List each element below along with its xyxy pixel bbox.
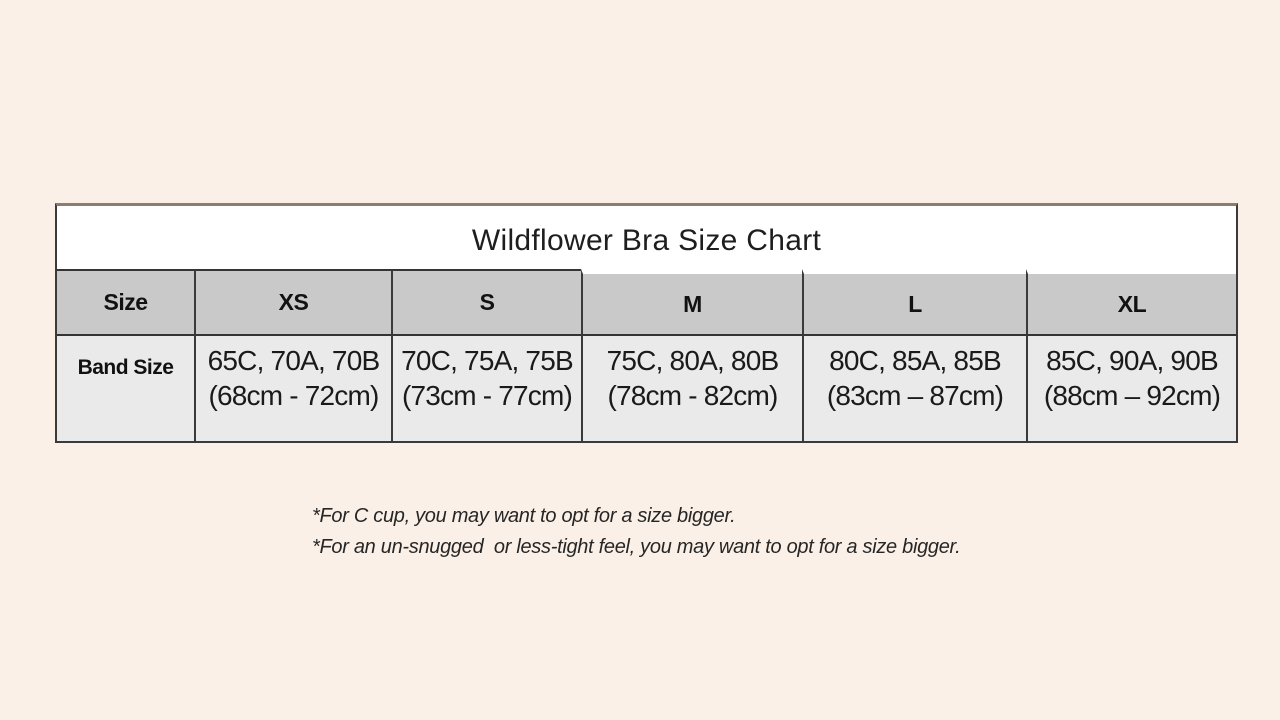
column-header-xs: XS [194, 269, 391, 334]
band-size-cell-xs [194, 334, 391, 441]
band-size-range-l: (83cm – 87cm) [826, 380, 1004, 411]
band-size-values-xs: 65C, 70A, 70B [207, 345, 380, 376]
footnotes [312, 501, 960, 563]
band-size-cell-s [391, 334, 581, 441]
band-size-values-l: 80C, 85A, 85B [829, 345, 1001, 376]
row-label-cell [57, 334, 194, 441]
table-title-row [57, 206, 1236, 269]
band-size-range-s: (73cm - 77cm) [401, 380, 573, 411]
band-size-row [57, 334, 1236, 441]
band-size-range-xl: (88cm – 92cm) [1043, 380, 1221, 411]
band-size-cell-m [581, 334, 802, 441]
footnote-un-snugged: *For an un-snugged or less-tight feel, you may want to opt for a size bigger. [312, 536, 961, 558]
row-label-band-size: Band Size [77, 356, 174, 379]
table-header-row [57, 269, 1236, 334]
band-size-values-s: 70C, 75A, 75B [401, 345, 573, 376]
column-header-m: M [581, 269, 802, 334]
footnote-c-cup: *For C cup, you may want to opt for a size bigger. [312, 505, 736, 527]
band-size-range-xs: (68cm - 72cm) [208, 380, 379, 411]
band-size-values-xl: 85C, 90A, 90B [1046, 345, 1218, 376]
table-title: Wildflower Bra Size Chart [471, 223, 822, 257]
band-size-range-m: (78cm - 82cm) [607, 380, 778, 411]
band-size-cell-l [802, 334, 1026, 441]
column-header-s: S [391, 269, 581, 334]
column-header-l: L [802, 269, 1026, 334]
column-header-xl: XL [1026, 269, 1236, 334]
bra-size-chart-table [55, 203, 1238, 443]
band-size-values-m: 75C, 80A, 80B [606, 345, 779, 376]
band-size-cell-xl [1026, 334, 1236, 441]
column-header-size: Size [57, 269, 194, 334]
